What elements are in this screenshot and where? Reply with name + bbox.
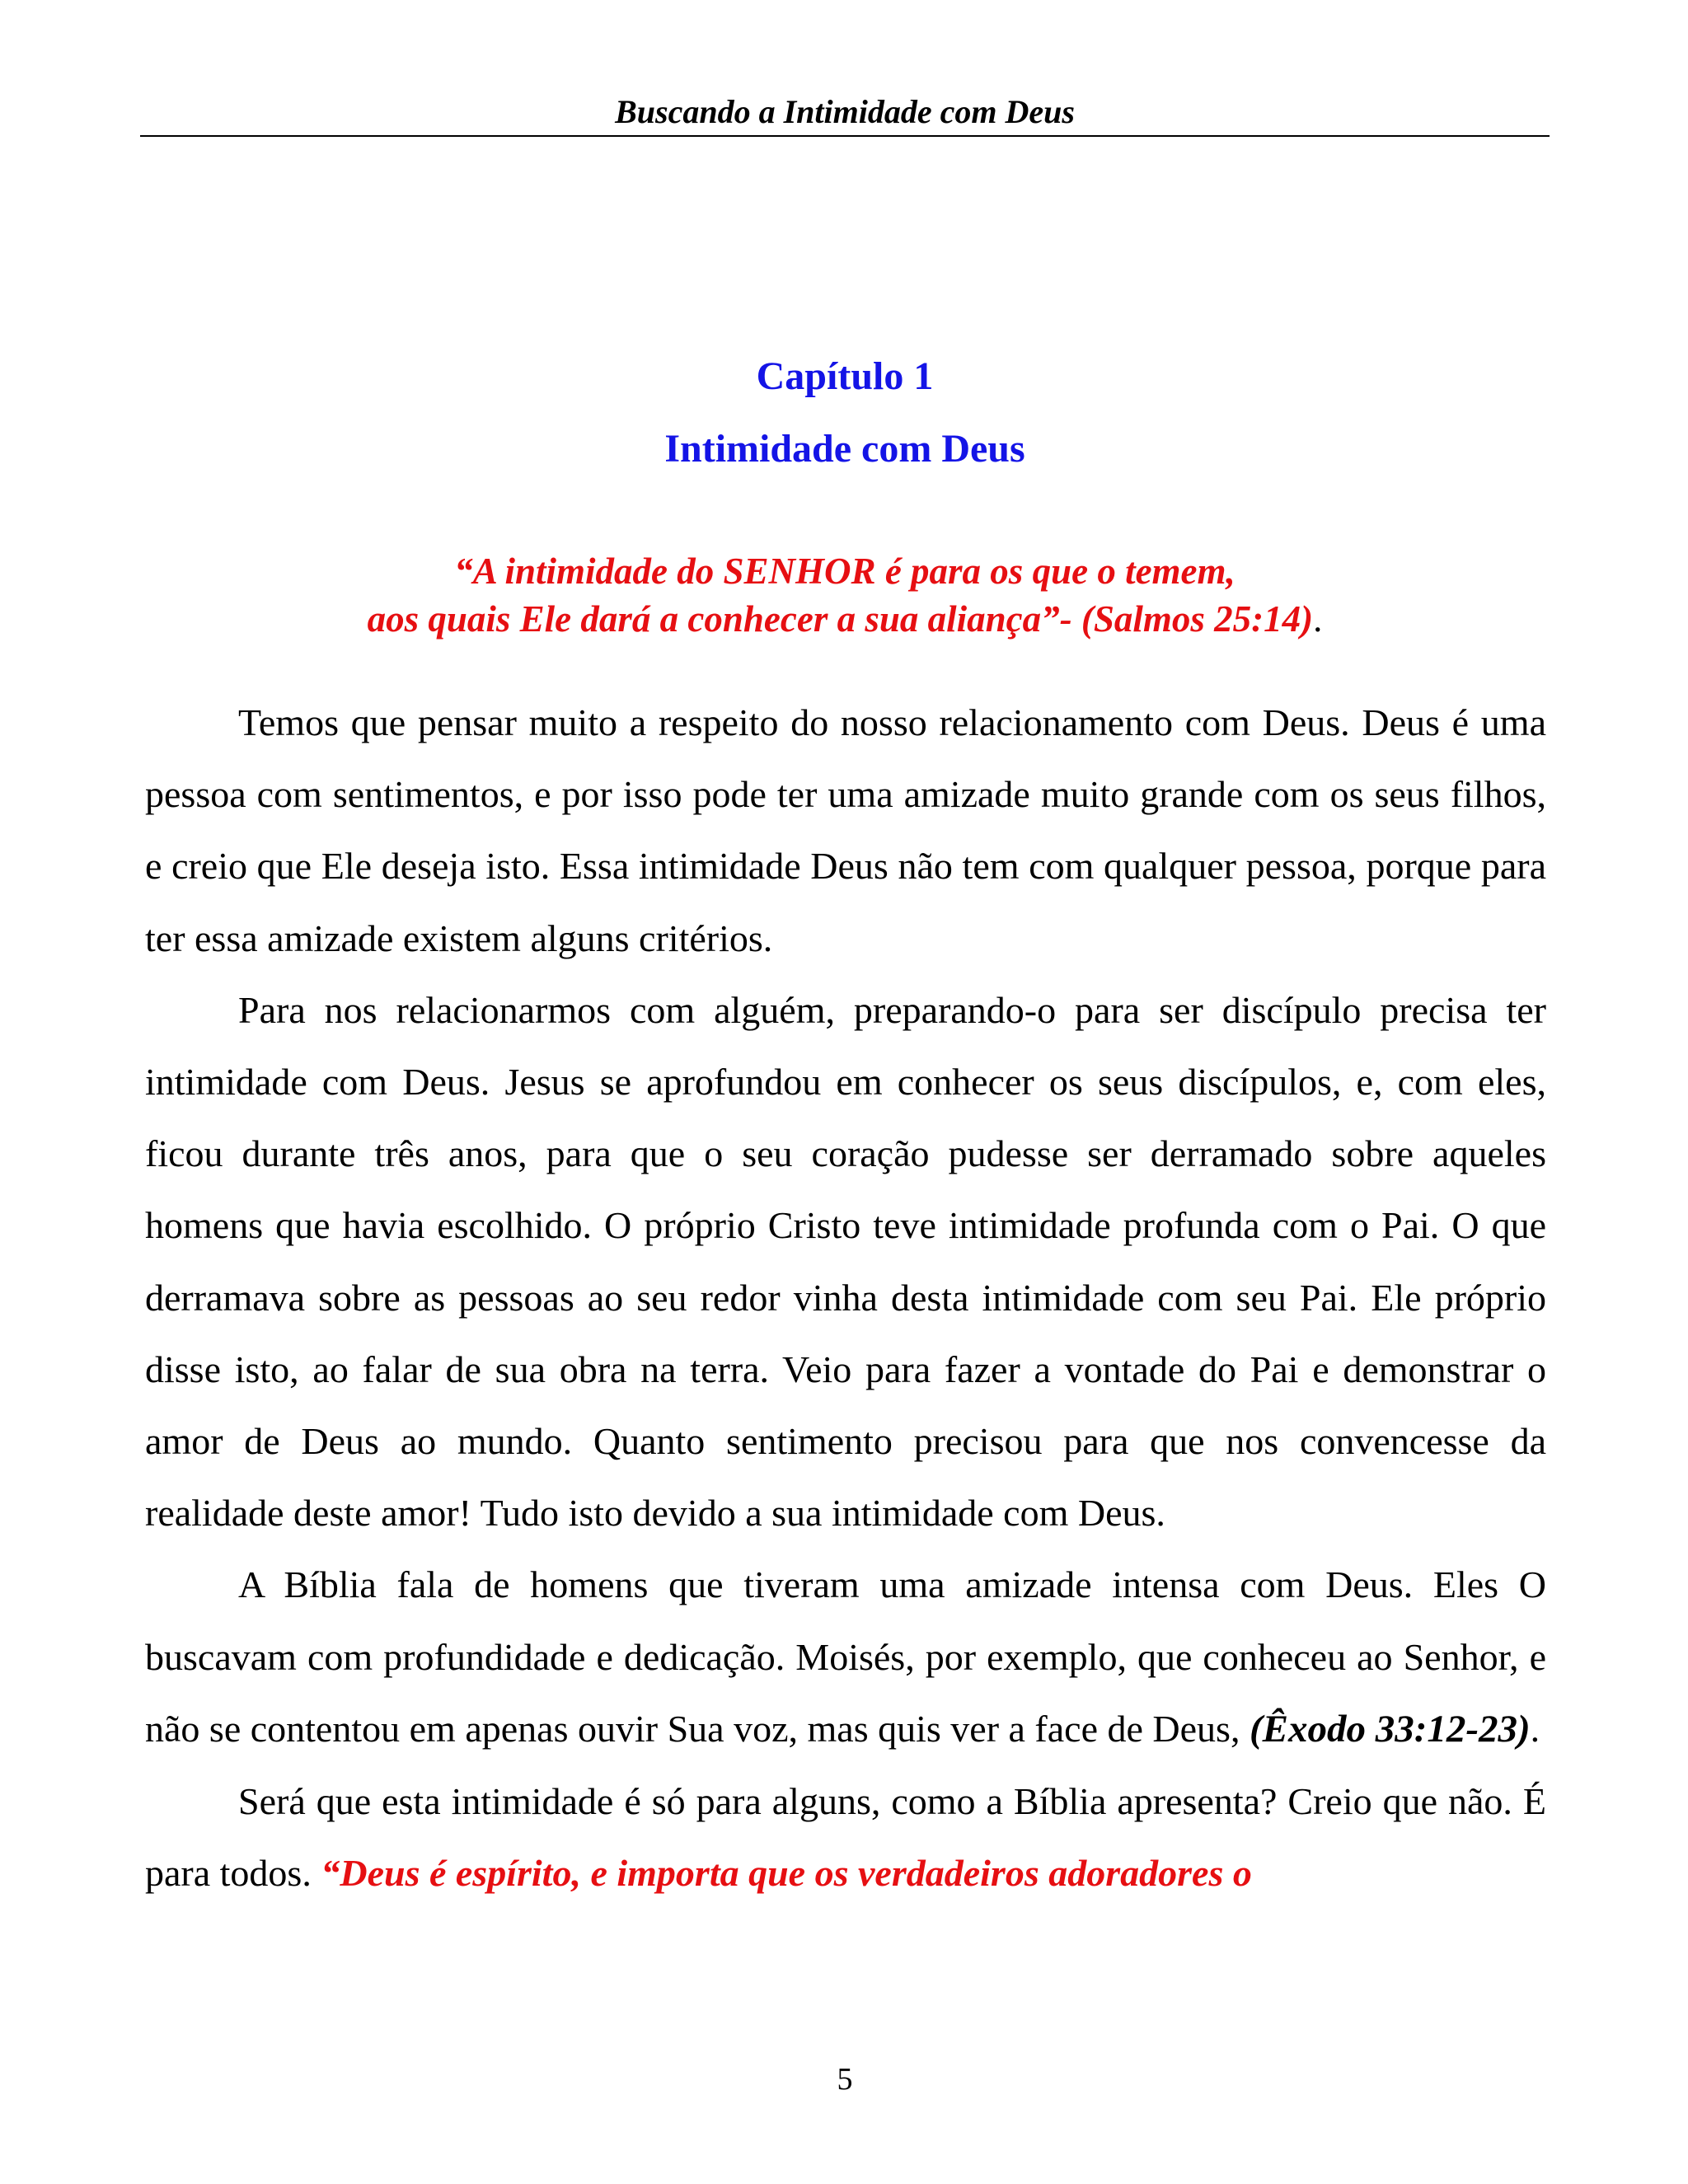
header-rule (140, 135, 1550, 137)
running-header: Buscando a Intimidade com Deus (615, 93, 1075, 130)
epigraph-line-1: “A intimidade do SENHOR é para os que o temem, (454, 551, 1236, 592)
bible-reference: (Êxodo 33:12-23) (1249, 1707, 1531, 1750)
paragraph-3-text: A Bíblia fala de homens que tiveram uma amizade intensa com Deus. Eles O buscavam com profundidade e dedicação. Moisés, por exemplo, que conheceu ao Senhor, e não se contentou em apenas ouvir Sua voz, mas quis ver a face de Deus, (145, 1563, 1546, 1750)
paragraph-4 (145, 1765, 1546, 1909)
body-text (145, 687, 1546, 1909)
paragraph-4-text: Será que esta intimidade é só para alguns, como a Bíblia apresenta? Creio que não. É para todos. (145, 1780, 1546, 1895)
epigraph-line-2-text: aos quais Ele dará a conhecer a sua aliança”- (Salmos 25:14) (367, 598, 1314, 640)
paragraph-2-text: Para nos relacionarmos com alguém, preparando-o para ser discípulo precisa ter intimidade com Deus. Jesus se aprofundou em conhecer os seus discípulos, e, com eles, ficou durante três anos, para que o seu coração pudesse ser derramado sobre aqueles homens que havia escolhido. O próprio Cristo teve intimidade profunda com o Pai. O que derramava sobre as pessoas ao seu redor vinha desta intimidade com seu Pai. Ele próprio disse isto, ao falar de sua obra na terra. Veio para fazer a vontade do Pai e demonstrar o amor de Deus ao mundo. Quanto sentimento precisou para que nos convencesse da realidade deste amor! Tudo isto devido a sua intimidade com Deus. (145, 988, 1546, 1535)
chapter-number: Capítulo 1 (756, 354, 934, 398)
epigraph-line-2 (140, 595, 1550, 643)
inline-scripture-quote: “Deus é espírito, e importa que os verdadeiros adoradores o (321, 1852, 1252, 1895)
paragraph-3 (145, 1549, 1546, 1765)
paragraph-3-after: . (1530, 1707, 1540, 1750)
page-number: 5 (837, 2062, 853, 2097)
chapter-title: Intimidade com Deus (664, 427, 1025, 471)
paragraph-1-text: Temos que pensar muito a respeito do nosso relacionamento com Deus. Deus é uma pessoa com sentimentos, e por isso pode ter uma amizade muito grande com os seus filhos, e creio que Ele deseja isto. Essa intimidade Deus não tem com qualquer pessoa, porque para ter essa amizade existem alguns critérios. (145, 701, 1546, 959)
paragraph-1 (145, 687, 1546, 974)
epigraph-period: . (1313, 598, 1323, 640)
epigraph (140, 547, 1550, 643)
paragraph-2 (145, 974, 1546, 1549)
